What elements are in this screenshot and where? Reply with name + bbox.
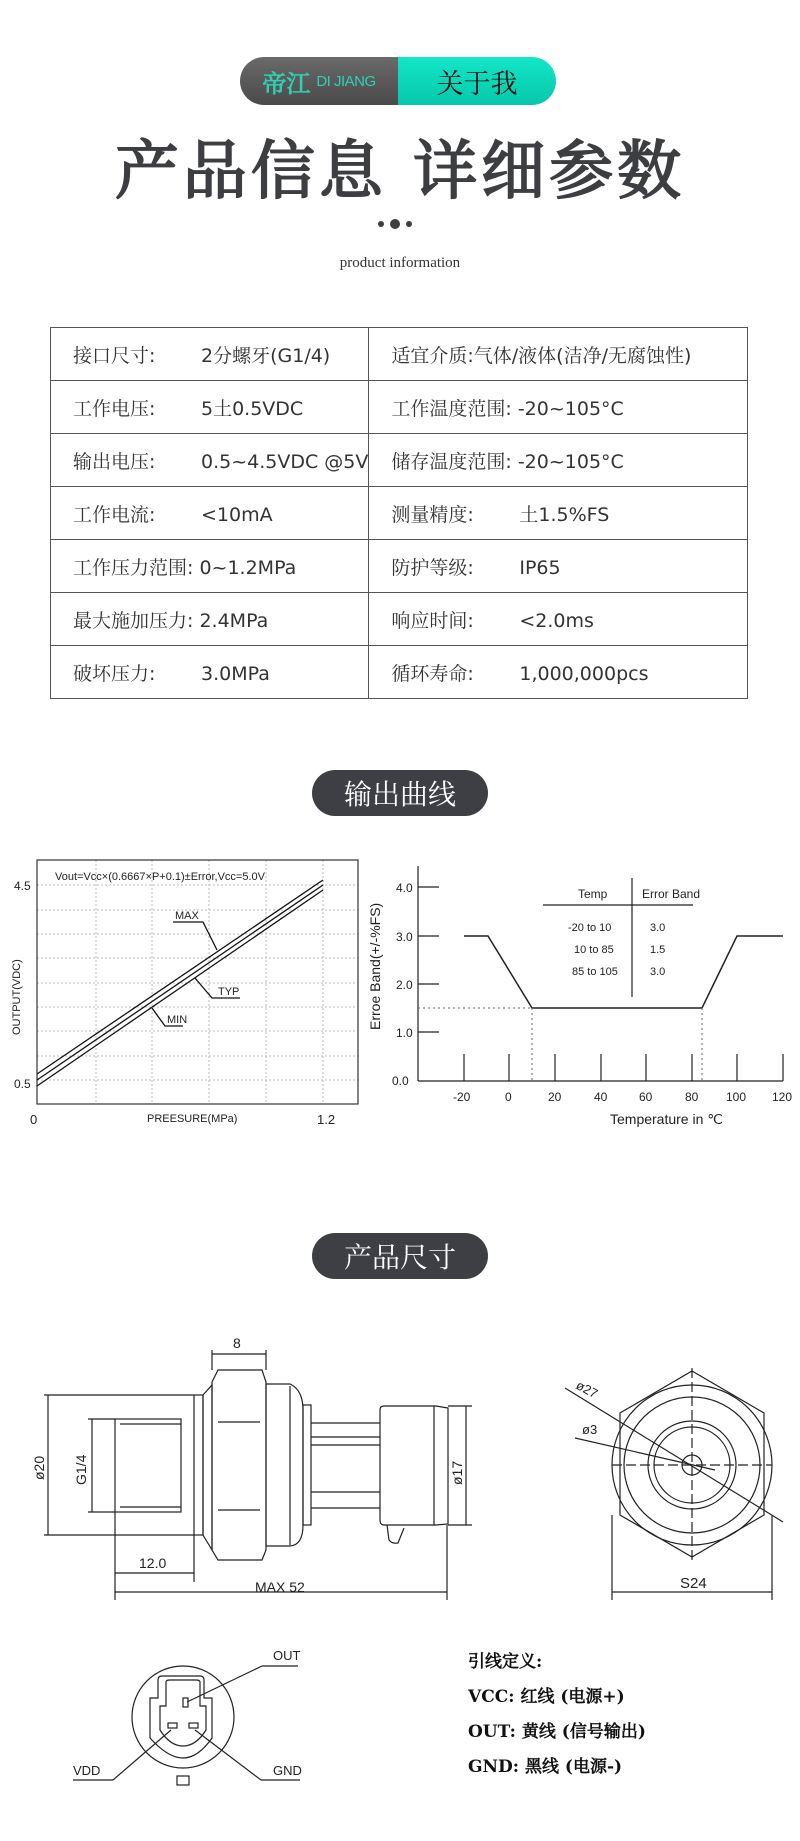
spec-value: 气体/液体(洁净/无腐蚀性) <box>473 344 692 367</box>
spec-label: 最大施加压力: <box>73 609 194 632</box>
spec-value: IP65 <box>519 556 561 579</box>
x-axis-label: PREESURE(MPa) <box>147 1113 238 1125</box>
spec-label: 工作电压: <box>73 397 156 420</box>
spec-label: 循环寿命: <box>391 662 474 685</box>
section-title-output-curve: 输出曲线 <box>312 770 488 816</box>
spec-value: 1,000,000pcs <box>519 662 649 685</box>
spec-label: 测量精度: <box>391 503 474 526</box>
table-cell: 10 to 85 <box>574 944 614 956</box>
x-tick: 20 <box>548 1090 562 1104</box>
dim-hole-dia: ø3 <box>582 1422 598 1437</box>
table-cell: 85 to 105 <box>572 966 618 978</box>
y-tick: 4.5 <box>14 879 31 893</box>
x-tick: 40 <box>594 1090 608 1104</box>
spec-value: 2.4MPa <box>199 609 269 632</box>
dim-thread-length: 12.0 <box>139 1555 167 1571</box>
dim-thread: G1/4 <box>73 1454 89 1485</box>
side-view-drawing <box>0 1300 480 1600</box>
pin-gnd-label: GND <box>273 1763 302 1778</box>
spec-label: 工作压力范围: <box>73 556 194 579</box>
y-tick: 0.0 <box>392 1074 409 1088</box>
pin-out-label: OUT <box>273 1648 301 1663</box>
output-pressure-chart <box>0 840 370 1130</box>
about-button[interactable]: 关于我 <box>398 57 556 105</box>
x-tick: -20 <box>453 1090 471 1104</box>
spec-value: <2.0ms <box>519 609 594 632</box>
x-tick: 0 <box>30 1112 38 1127</box>
spec-table <box>50 327 748 699</box>
spec-label: 适宜介质: <box>391 344 474 367</box>
spec-label: 响应时间: <box>391 609 474 632</box>
front-view-drawing <box>540 1330 800 1600</box>
x-axis-label: Temperature in ℃ <box>610 1111 723 1127</box>
dim-max-length: MAX 52 <box>255 1579 305 1595</box>
label-min: MIN <box>167 1014 188 1026</box>
dim-flange-dia: ø27 <box>573 1377 601 1402</box>
x-tick: 80 <box>685 1090 699 1104</box>
table-row <box>51 487 748 540</box>
wiring-definition <box>468 1645 646 1785</box>
x-tick: 60 <box>639 1090 653 1104</box>
table-header: Error Band <box>642 887 701 901</box>
spec-label: 输出电压: <box>73 450 156 473</box>
table-row <box>51 381 748 434</box>
table-row <box>51 593 748 646</box>
section-title-dimensions: 产品尺寸 <box>312 1233 488 1279</box>
page-title: 产品信息 详细参数 <box>114 135 686 209</box>
brand-logo <box>240 57 398 105</box>
spec-value: 3.0MPa <box>201 662 270 685</box>
dim-hex-size: S24 <box>680 1575 707 1592</box>
spec-value: 2分螺牙(G1/4) <box>201 344 331 367</box>
connector-pinout-drawing <box>50 1600 350 1841</box>
x-tick: 1.2 <box>317 1112 336 1127</box>
brand-name-en: DI JIANG <box>316 72 376 90</box>
brand-name-cn: 帝江 <box>262 69 311 98</box>
table-header: Temp <box>578 887 608 901</box>
spec-label: 防护等级: <box>391 556 474 579</box>
table-row <box>51 540 748 593</box>
spec-value: 土1.5%FS <box>519 503 610 526</box>
wiring-title: 引线定义: <box>468 1652 543 1672</box>
wiring-line-out: OUT: 黄线 (信号输出) <box>468 1722 646 1742</box>
spec-label: 破坏压力: <box>73 662 156 685</box>
wiring-line-vcc: VCC: 红线 (电源+) <box>468 1687 625 1707</box>
label-typ: TYP <box>218 986 240 998</box>
table-row <box>51 328 748 381</box>
table-row <box>51 646 748 699</box>
brand-pill <box>240 57 556 105</box>
table-cell: 3.0 <box>650 922 666 934</box>
chart1-formula: Vout=Vcc×(0.6667×P+0.1)±Error,Vcc=5.0V <box>55 871 265 883</box>
table-cell: 3.0 <box>650 966 666 978</box>
spec-label: 接口尺寸: <box>73 344 156 367</box>
table-cell: 1.5 <box>650 944 666 956</box>
page-subtitle: product information <box>339 255 461 271</box>
dim-outer-dia: ø20 <box>31 1455 47 1480</box>
label-max: MAX <box>175 910 199 922</box>
dim-hex-width: 8 <box>233 1335 241 1351</box>
table-cell: -20 to 10 <box>568 922 612 934</box>
y-tick: 0.5 <box>14 1077 31 1091</box>
spec-label: 工作温度范围: <box>391 397 512 420</box>
x-tick: 120 <box>772 1090 793 1104</box>
spec-value: -20~105°C <box>517 450 624 473</box>
y-tick: 3.0 <box>396 930 413 944</box>
spec-value: 5土0.5VDC <box>201 397 304 420</box>
spec-label: 工作电流: <box>73 503 156 526</box>
y-tick: 4.0 <box>396 881 413 895</box>
y-axis-label: Erroe Band(+/-%FS) <box>367 902 383 1030</box>
y-tick: 1.0 <box>396 1026 413 1040</box>
error-band-chart <box>360 840 800 1130</box>
dim-connector-dia: ø17 <box>449 1460 465 1485</box>
x-tick: 0 <box>505 1090 512 1104</box>
pin-vdd-label: VDD <box>73 1763 101 1778</box>
spec-value: 0~1.2MPa <box>199 556 297 579</box>
spec-label: 储存温度范围: <box>391 450 512 473</box>
x-tick: 100 <box>726 1090 747 1104</box>
spec-value: <10mA <box>201 503 273 526</box>
spec-value: -20~105°C <box>517 397 624 420</box>
y-tick: 2.0 <box>396 978 413 992</box>
wiring-line-gnd: GND: 黑线 (电源-) <box>468 1757 623 1777</box>
table-row <box>51 434 748 487</box>
dots-divider-icon <box>378 219 412 229</box>
y-axis-label: OUTPUT(VDC) <box>11 959 23 1035</box>
spec-value: 0.5~4.5VDC @5V <box>201 450 369 473</box>
